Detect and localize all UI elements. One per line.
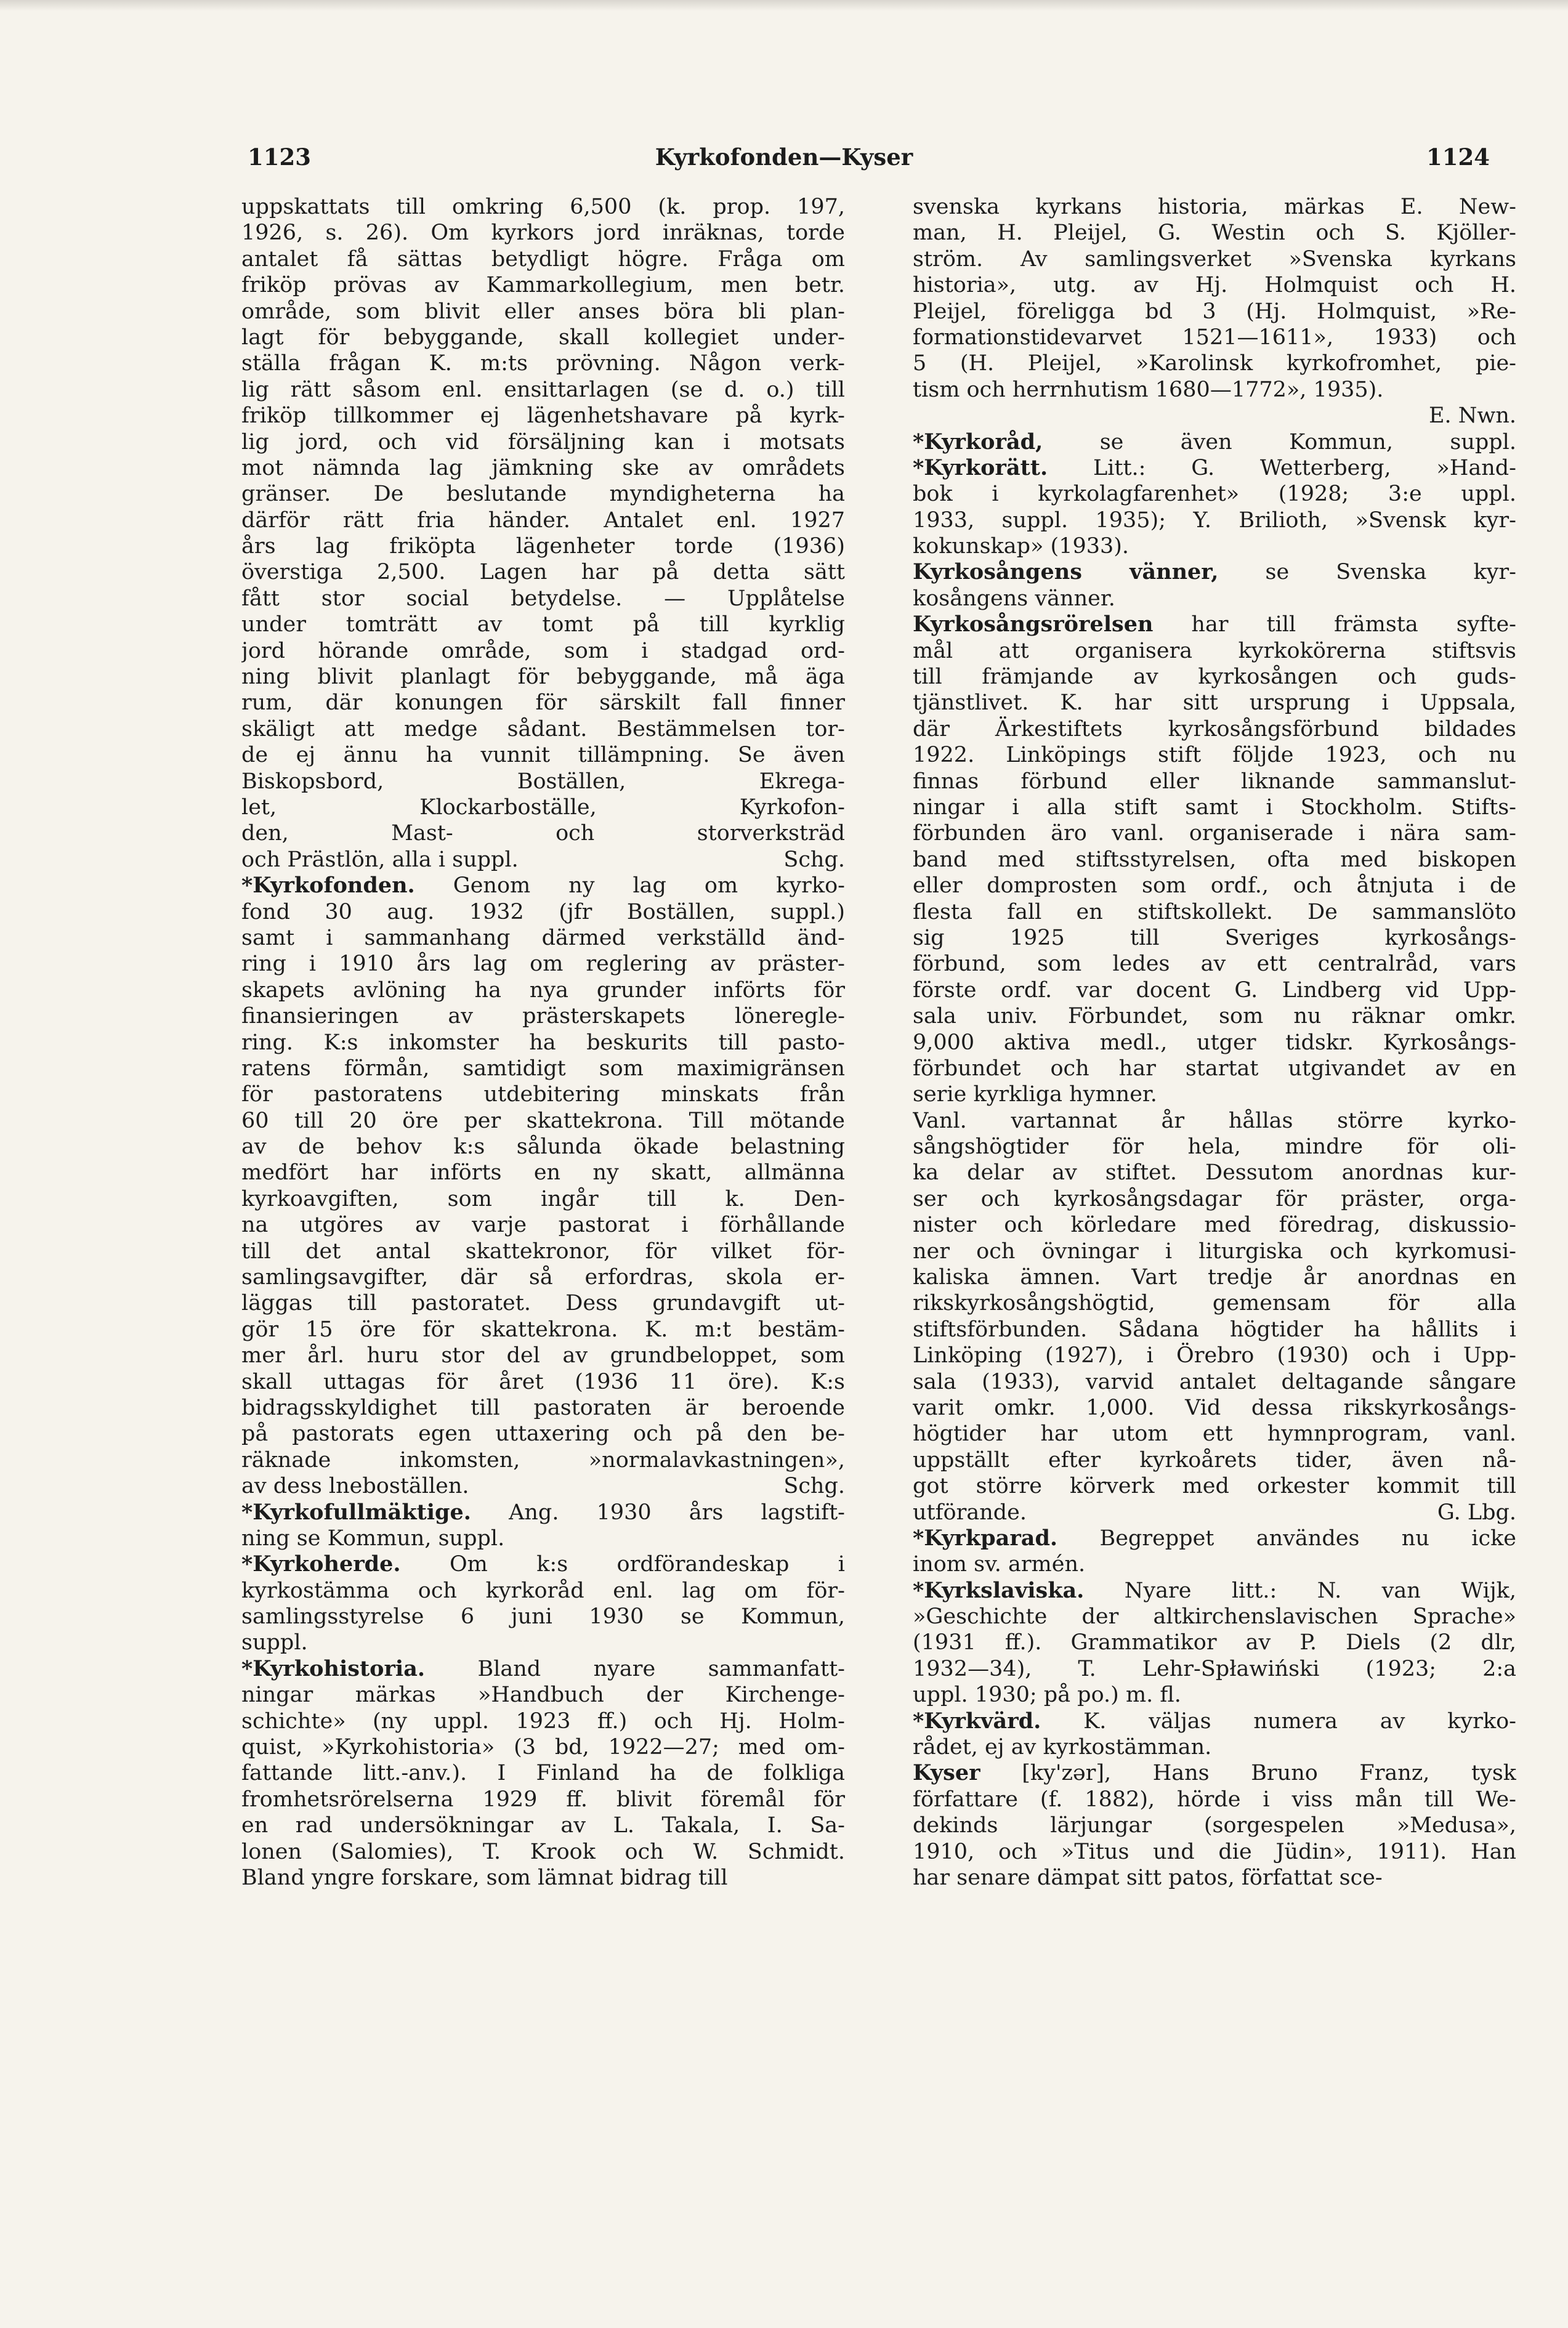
text-line: bidragsskyldighet till pastoraten är beroende (241, 1395, 845, 1420)
text-line: *Kyrkparad. Begreppet användes nu icke (913, 1525, 1516, 1551)
text-line: fått stor social betydelse. — Upplåtelse (241, 586, 845, 611)
text-line: sala (1933), varvid antalet deltagande sångare (913, 1369, 1516, 1394)
text-line: under tomträtt av tomt på till kyrklig (241, 612, 845, 637)
text-line: quist, »Kyrkohistoria» (3 bd, 1922—27; med om- (241, 1735, 845, 1760)
text-line: suppl. (241, 1630, 308, 1655)
text-line: bok i kyrkolagfarenhet» (1928; 3:e uppl. (913, 482, 1516, 507)
text-line: 1932—34), T. Lehr-Spławiński (1923; 2:a (913, 1656, 1516, 1681)
text-line: Vanl. vartannat år hållas större kyrko- (913, 1108, 1516, 1133)
text-line: historia», utg. av Hj. Holmquist och H. (913, 273, 1516, 298)
text-line: ning blivit planlagt för bebyggande, må äga (241, 665, 845, 690)
text-line: *Kyrkoråd, se även Kommun, suppl. (913, 429, 1516, 455)
text-line: Linköping (1927), i Örebro (1930) och i Upp- (913, 1343, 1516, 1368)
text-line: flesta fall en stiftskollekt. De sammanslöto (913, 899, 1516, 924)
text-line: skapets avlöning ha nya grunder införts för (241, 977, 845, 1003)
text-line: jord hörande område, som i stadgad ord- (241, 638, 845, 663)
text-line: lonen (Salomies), T. Krook och W. Schmidt. (241, 1839, 845, 1864)
text-line: område, som blivit eller anses böra bli plan- (241, 299, 845, 324)
text-line: där Ärkestiftets kyrkosångsförbund bildades (913, 716, 1516, 742)
text-line: 1933, suppl. 1935); Y. Brilioth, »Svensk kyr- (913, 507, 1516, 533)
text-line: ka delar av stiftet. Dessutom anordnas kur- (913, 1160, 1516, 1186)
scan-edge (0, 0, 1568, 11)
text-line: skall uttagas för året (1936 11 öre). K:s (241, 1369, 845, 1394)
text-line: sångshögtider för hela, mindre för oli- (913, 1134, 1516, 1160)
text-line: till främjande av kyrkosången och guds- (913, 665, 1516, 690)
text-line: mer årl. huru stor del av grundbeloppet, som (241, 1343, 845, 1368)
text-line: uppl. 1930; på po.) m. fl. (913, 1683, 1181, 1708)
text-line: samlingsstyrelse 6 juni 1930 se Kommun, (241, 1604, 845, 1630)
text-line: tism och herrnhutism 1680—1772», 1935). (913, 377, 1384, 402)
text-line: sala univ. Förbundet, som nu räknar omkr. (913, 1004, 1516, 1029)
page-number-right: 1124 (1426, 143, 1490, 171)
text-line: fromhetsrörelserna 1929 ff. blivit föremål för (241, 1787, 845, 1812)
text-line: och Prästlön, alla i suppl. Schg. (241, 847, 845, 872)
text-line: kokunskap» (1933). (913, 534, 1130, 559)
text-line: ratens förmån, samtidigt som maximigränsen (241, 1056, 845, 1081)
text-line: fattande litt.-anv.). I Finland ha de folkliga (241, 1761, 845, 1786)
text-line: på pastorats egen uttaxering och på den be- (241, 1421, 845, 1447)
text-line: antalet få sättas betydligt högre. Fråga om (241, 246, 845, 272)
text-line: *Kyrkslaviska. Nyare litt.: N. van Wijk, (913, 1577, 1516, 1603)
text-line: till det antal skattekronor, för vilket för- (241, 1239, 845, 1264)
text-line: inom sv. armén. (913, 1552, 1086, 1577)
text-line: gränser. De beslutande myndigheterna ha (241, 482, 845, 507)
text-line: ring i 1910 års lag om reglering av präster- (241, 952, 845, 977)
text-line: got större körverk med orkester kommit till (913, 1474, 1516, 1499)
text-line: Biskopsbord, Boställen, Ekrega- (241, 769, 845, 794)
text-line: E. Nwn. (1428, 403, 1516, 429)
text-line: mot nämnda lag jämkning ske av områdets (241, 455, 845, 480)
text-line: 1910, och »Titus und die Jüdin», 1911). Han (913, 1839, 1516, 1864)
text-line: dekinds lärjungar (sorgespelen »Medusa», (913, 1813, 1516, 1838)
text-line: sig 1925 till Sveriges kyrkosångs- (913, 925, 1516, 950)
text-line: utförande. G. Lbg. (913, 1500, 1516, 1525)
text-line: ningar i alla stift samt i Stockholm. Stifts- (913, 794, 1516, 820)
text-line: förbundet och har startat utgivandet av en (913, 1056, 1516, 1081)
text-line: nister och körledare med föredrag, diskussio- (913, 1213, 1516, 1238)
text-line: förbunden äro vanl. organiserade i nära sam- (913, 821, 1516, 846)
text-line: förste ordf. var docent G. Lindberg vid Upp- (913, 977, 1516, 1003)
text-line: *Kyrkorätt. Litt.: G. Wetterberg, »Hand- (913, 455, 1516, 480)
text-line: eller domprosten som ordf., och åtnjuta i de (913, 873, 1516, 899)
text-line: lig rätt såsom enl. ensittarlagen (se d. o.) till (241, 377, 845, 402)
text-line: samt i sammanhang därmed verkställd änd- (241, 925, 845, 950)
text-line: skäligt att medge sådant. Bestämmelsen tor- (241, 716, 845, 742)
text-line: års lag friköpta lägenheter torde (1936) (241, 534, 845, 559)
text-line: 60 till 20 öre per skattekrona. Till mötande (241, 1108, 845, 1133)
text-line: ning se Kommun, suppl. (241, 1526, 505, 1551)
text-line: samlingsavgifter, där så erfordras, skola er- (241, 1265, 845, 1290)
text-line: räknade inkomsten, »normalavkastningen», (241, 1447, 845, 1473)
text-line: de ej ännu ha vunnit tillämpning. Se även (241, 743, 845, 768)
text-line: *Kyrkvärd. K. väljas numera av kyrko- (913, 1708, 1516, 1734)
text-line: friköp tillkommer ej lägenhetshavare på kyrk- (241, 403, 845, 429)
text-line: lig jord, och vid försäljning kan i motsats (241, 429, 845, 455)
text-line: rum, där konungen för särskilt fall finner (241, 690, 845, 716)
signature: Schg. (783, 1474, 845, 1499)
text-line: förbund, som ledes av ett centralråd, vars (913, 952, 1516, 977)
text-line: lagt för bebyggande, skall kollegiet under- (241, 325, 845, 350)
text-line: 1922. Linköpings stift följde 1923, och nu (913, 743, 1516, 768)
text-line: fond 30 aug. 1932 (jfr Boställen, suppl.) (241, 899, 845, 924)
text-line: man, H. Pleijel, G. Westin och S. Kjöller- (913, 220, 1516, 246)
text-line: kyrkostämma och kyrkoråd enl. lag om för- (241, 1578, 845, 1603)
text-line: för pastoratens utdebitering minskats från (241, 1082, 845, 1107)
text-line: (1931 ff.). Grammatikor av P. Diels (2 dlr, (913, 1630, 1516, 1655)
text-line: formationstidevarvet 1521—1611», 1933) och (913, 325, 1516, 350)
text-line: därför rätt fria händer. Antalet enl. 1927 (241, 507, 845, 533)
text-line: schichte» (ny uppl. 1923 ff.) och Hj. Holm- (241, 1708, 845, 1734)
text-line: uppskattats till omkring 6,500 (k. prop. 197, (241, 195, 845, 219)
text-line: medfört har införts en ny skatt, allmänna (241, 1160, 845, 1186)
text-line: *Kyrkohistoria. Bland nyare sammanfatt- (241, 1655, 845, 1681)
text-line: Kyrkosångens vänner, se Svenska kyr- (913, 559, 1516, 585)
text-line: av de behov k:s sålunda ökade belastning (241, 1134, 845, 1160)
text-line: en rad undersökningar av L. Takala, I. Sa- (241, 1813, 845, 1838)
text-line: Bland yngre forskare, som lämnat bidrag till (241, 1865, 728, 1890)
text-line: mål att organisera kyrkokörerna stiftsvis (913, 638, 1516, 663)
text-line: ställa frågan K. m:ts prövning. Någon verk- (241, 351, 845, 376)
signature: Schg. (783, 847, 845, 872)
text-line: överstiga 2,500. Lagen har på detta sätt (241, 560, 845, 585)
text-line: ström. Av samlingsverket »Svenska kyrkans (913, 246, 1516, 272)
text-line: »Geschichte der altkirchenslavischen Sprache» (913, 1604, 1516, 1630)
text-line: författare (f. 1882), hörde i viss mån till We- (913, 1787, 1516, 1812)
text-line: den, Mast- och storverksträd (241, 821, 845, 846)
page-number-left: 1123 (248, 143, 311, 171)
text-line: finnas förbund eller liknande sammanslut- (913, 769, 1516, 794)
text-line: band med stiftsstyrelsen, ofta med biskopen (913, 847, 1516, 872)
text-line: av dess lneboställen. Schg. (241, 1474, 845, 1499)
text-line: ser och kyrkosångsdagar för präster, orga- (913, 1186, 1516, 1211)
text-line: tjänstlivet. K. har sitt ursprung i Uppsala, (913, 690, 1516, 716)
text-line: ner och övningar i liturgiska och kyrkomusi- (913, 1239, 1516, 1264)
text-line: varit omkr. 1,000. Vid dessa rikskyrkosångs- (913, 1395, 1516, 1420)
text-line: rikskyrkosångshögtid, gemensam för alla (913, 1291, 1516, 1316)
text-line: friköp prövas av Kammarkollegium, men betr. (241, 273, 845, 298)
text-line: ningar märkas »Handbuch der Kirchenge- (241, 1683, 845, 1708)
text-line: ring. K:s inkomster ha beskurits till pasto- (241, 1030, 845, 1055)
text-line: serie kyrkliga hymner. (913, 1082, 1157, 1107)
text-line: finansieringen av prästerskapets löneregle- (241, 1004, 845, 1029)
text-line: *Kyrkofonden. Genom ny lag om kyrko- (241, 873, 845, 899)
text-line: gör 15 öre för skattekrona. K. m:t bestäm- (241, 1317, 845, 1342)
running-title: Kyrkofonden—Kyser (655, 143, 913, 171)
text-line: let, Klockarboställe, Kyrkofon- (241, 794, 845, 820)
text-line: kyrkoavgiften, som ingår till k. Den- (241, 1186, 845, 1211)
text-line: kosångens vänner. (913, 586, 1115, 611)
text-line: kaliska ämnen. Vart tredje år anordnas en (913, 1265, 1516, 1290)
text-line: Kyrkosångsrörelsen har till främsta syfte- (913, 612, 1516, 637)
text-line: har senare dämpat sitt patos, författat sce- (913, 1865, 1383, 1890)
text-line: stiftsförbunden. Sådana högtider ha hållits i (913, 1317, 1516, 1342)
text-line: rådet, ej av kyrkostämman. (913, 1735, 1212, 1760)
left-column (241, 194, 845, 1891)
signature: G. Lbg. (1437, 1500, 1516, 1525)
text-line: na utgöres av varje pastorat i förhållande (241, 1213, 845, 1238)
text-line: högtider har utom ett hymnprogram, vanl. (913, 1421, 1516, 1447)
text-line: *Kyrkoherde. Om k:s ordförandeskap i (241, 1551, 845, 1577)
text-line: 9,000 aktiva medl., utger tidskr. Kyrkosångs- (913, 1030, 1516, 1055)
text-line: Pleijel, föreligga bd 3 (Hj. Holmquist, »Re- (913, 299, 1516, 324)
text-line: Kyser [ky'zər], Hans Bruno Franz, tysk (913, 1760, 1516, 1786)
text-line: 1926, s. 26). Om kyrkors jord inräknas, torde (241, 220, 845, 246)
text-line: 5 (H. Pleijel, »Karolinsk kyrkofromhet, pie- (913, 351, 1516, 376)
text-line: läggas till pastoratet. Dess grundavgift ut- (241, 1291, 845, 1316)
text-line: *Kyrkofullmäktige. Ang. 1930 års lagstift- (241, 1499, 845, 1525)
text-line: uppställt efter kyrkoårets tider, även nå- (913, 1447, 1516, 1473)
right-column (913, 194, 1516, 1891)
text-line: svenska kyrkans historia, märkas E. New- (913, 195, 1516, 219)
